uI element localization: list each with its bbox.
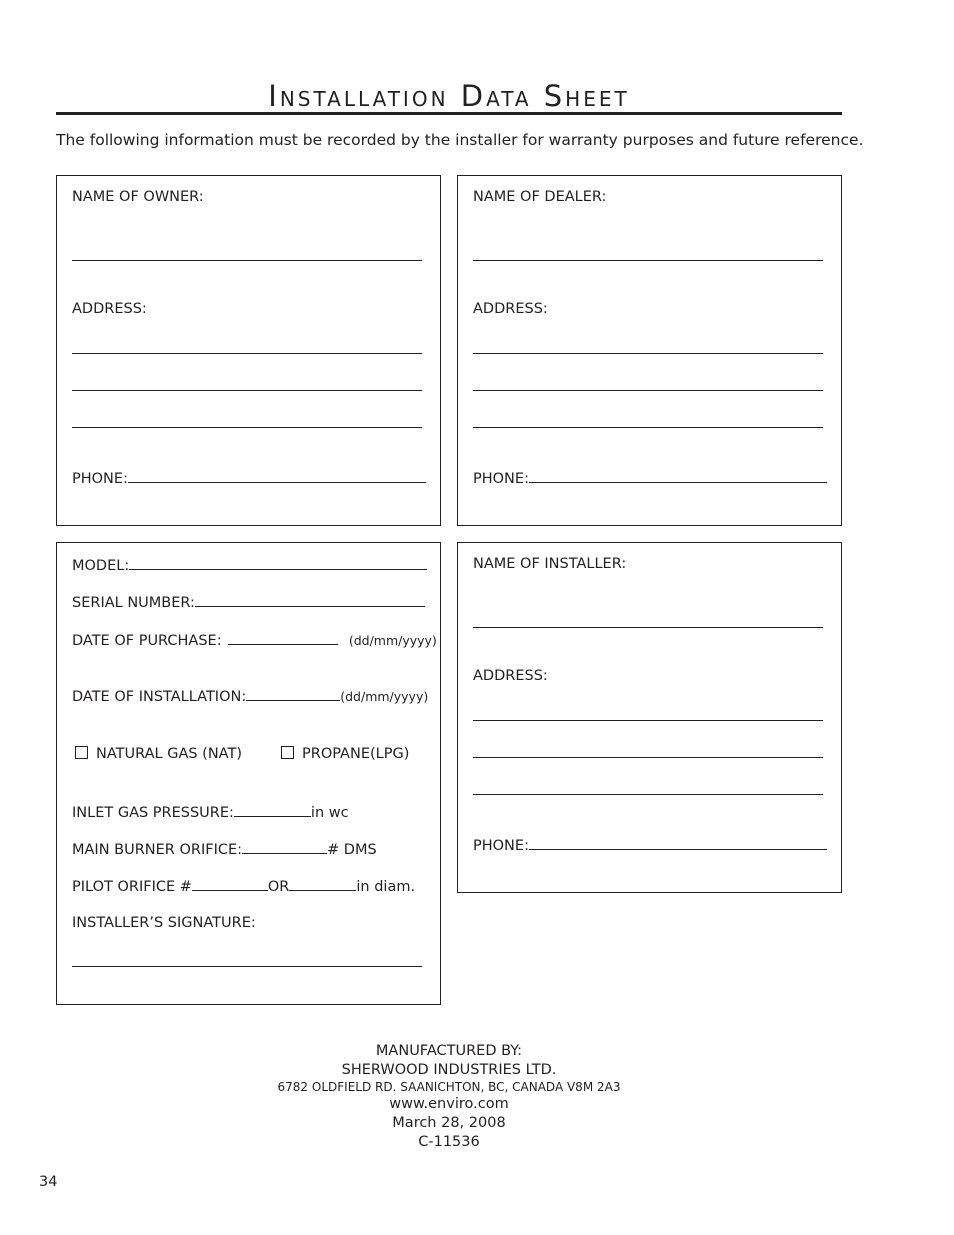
- main-burner-orifice-unit: # DMS: [327, 842, 377, 858]
- owner-name-label: NAME OF OWNER:: [72, 189, 204, 205]
- installer-address-line-1[interactable]: [473, 720, 823, 721]
- inlet-pressure-unit: in wc: [310, 805, 349, 821]
- document-code: C-11536: [418, 1134, 480, 1150]
- page-title: Installation Data Sheet: [268, 79, 630, 113]
- purchase-date-format: (dd/mm/yyyy): [348, 633, 437, 648]
- website-link[interactable]: www.enviro.com: [389, 1096, 509, 1112]
- dealer-address-line-1[interactable]: [473, 353, 823, 354]
- installer-name-line[interactable]: [473, 627, 823, 628]
- owner-box: [56, 175, 441, 526]
- serial-number-label: SERIAL NUMBER:: [72, 595, 195, 611]
- installer-phone-label: PHONE:: [473, 838, 529, 854]
- dealer-name-line[interactable]: [473, 260, 823, 261]
- propane-checkbox[interactable]: [281, 746, 294, 759]
- owner-address-line-2[interactable]: [72, 390, 422, 391]
- dealer-address-line-3[interactable]: [473, 427, 823, 428]
- installation-date-field[interactable]: [72, 686, 428, 706]
- model-field[interactable]: [72, 555, 427, 575]
- installer-address-line-3[interactable]: [473, 794, 823, 795]
- owner-phone-label: PHONE:: [72, 471, 128, 487]
- serial-number-field[interactable]: [72, 592, 425, 612]
- signature-label: INSTALLER’S SIGNATURE:: [72, 915, 256, 931]
- natural-gas-option[interactable]: [75, 745, 242, 763]
- propane-label: PROPANE(LPG): [302, 746, 410, 762]
- document-date: March 28, 2008: [392, 1115, 506, 1131]
- installation-date-label: DATE OF INSTALLATION:: [72, 689, 247, 705]
- dealer-address-line-2[interactable]: [473, 390, 823, 391]
- installer-name-label: NAME OF INSTALLER:: [473, 556, 627, 572]
- installer-box: [457, 542, 842, 893]
- dealer-phone-label: PHONE:: [473, 471, 529, 487]
- company-name: SHERWOOD INDUSTRIES LTD.: [341, 1062, 557, 1078]
- installer-address-label: ADDRESS:: [473, 668, 548, 684]
- company-address: 6782 OLDFIELD RD. SAANICHTON, BC, CANADA V8M 2A3: [277, 1080, 621, 1094]
- installer-phone-field[interactable]: [473, 835, 827, 855]
- pilot-orifice-or: OR: [267, 879, 290, 895]
- inlet-pressure-field[interactable]: [72, 802, 349, 822]
- owner-address-line-1[interactable]: [72, 353, 422, 354]
- page-number: 34: [39, 1174, 58, 1190]
- pilot-orifice-unit: in diam.: [356, 879, 416, 895]
- title-rule: [56, 112, 842, 115]
- natural-gas-checkbox[interactable]: [75, 746, 88, 759]
- owner-name-line[interactable]: [72, 260, 422, 261]
- intro-text: The following information must be recorded by the installer for warranty purposes and future reference.: [56, 131, 864, 149]
- owner-address-line-3[interactable]: [72, 427, 422, 428]
- dealer-phone-field[interactable]: [473, 468, 827, 488]
- main-burner-orifice-label: MAIN BURNER ORIFICE:: [72, 842, 243, 858]
- dealer-address-label: ADDRESS:: [473, 301, 548, 317]
- purchase-date-label: DATE OF PURCHASE:: [72, 633, 222, 649]
- model-label: MODEL:: [72, 558, 130, 574]
- manufacturer-footer: [0, 1042, 898, 1152]
- pilot-orifice-label: PILOT ORIFICE #: [72, 879, 192, 895]
- purchase-date-field[interactable]: [72, 630, 437, 650]
- dealer-box: [457, 175, 842, 526]
- owner-phone-field[interactable]: [72, 468, 426, 488]
- propane-option[interactable]: [281, 745, 409, 763]
- pilot-orifice-field[interactable]: [72, 876, 415, 896]
- natural-gas-label: NATURAL GAS (NAT): [96, 746, 242, 762]
- manufactured-by: MANUFACTURED BY:: [375, 1043, 523, 1059]
- main-burner-orifice-field[interactable]: [72, 839, 377, 859]
- unit-box: [56, 542, 441, 1005]
- owner-address-label: ADDRESS:: [72, 301, 147, 317]
- installation-date-format: (dd/mm/yyyy): [340, 689, 429, 704]
- dealer-name-label: NAME OF DEALER:: [473, 189, 607, 205]
- signature-line[interactable]: [72, 966, 422, 967]
- installer-address-line-2[interactable]: [473, 757, 823, 758]
- inlet-pressure-label: INLET GAS PRESSURE:: [72, 805, 234, 821]
